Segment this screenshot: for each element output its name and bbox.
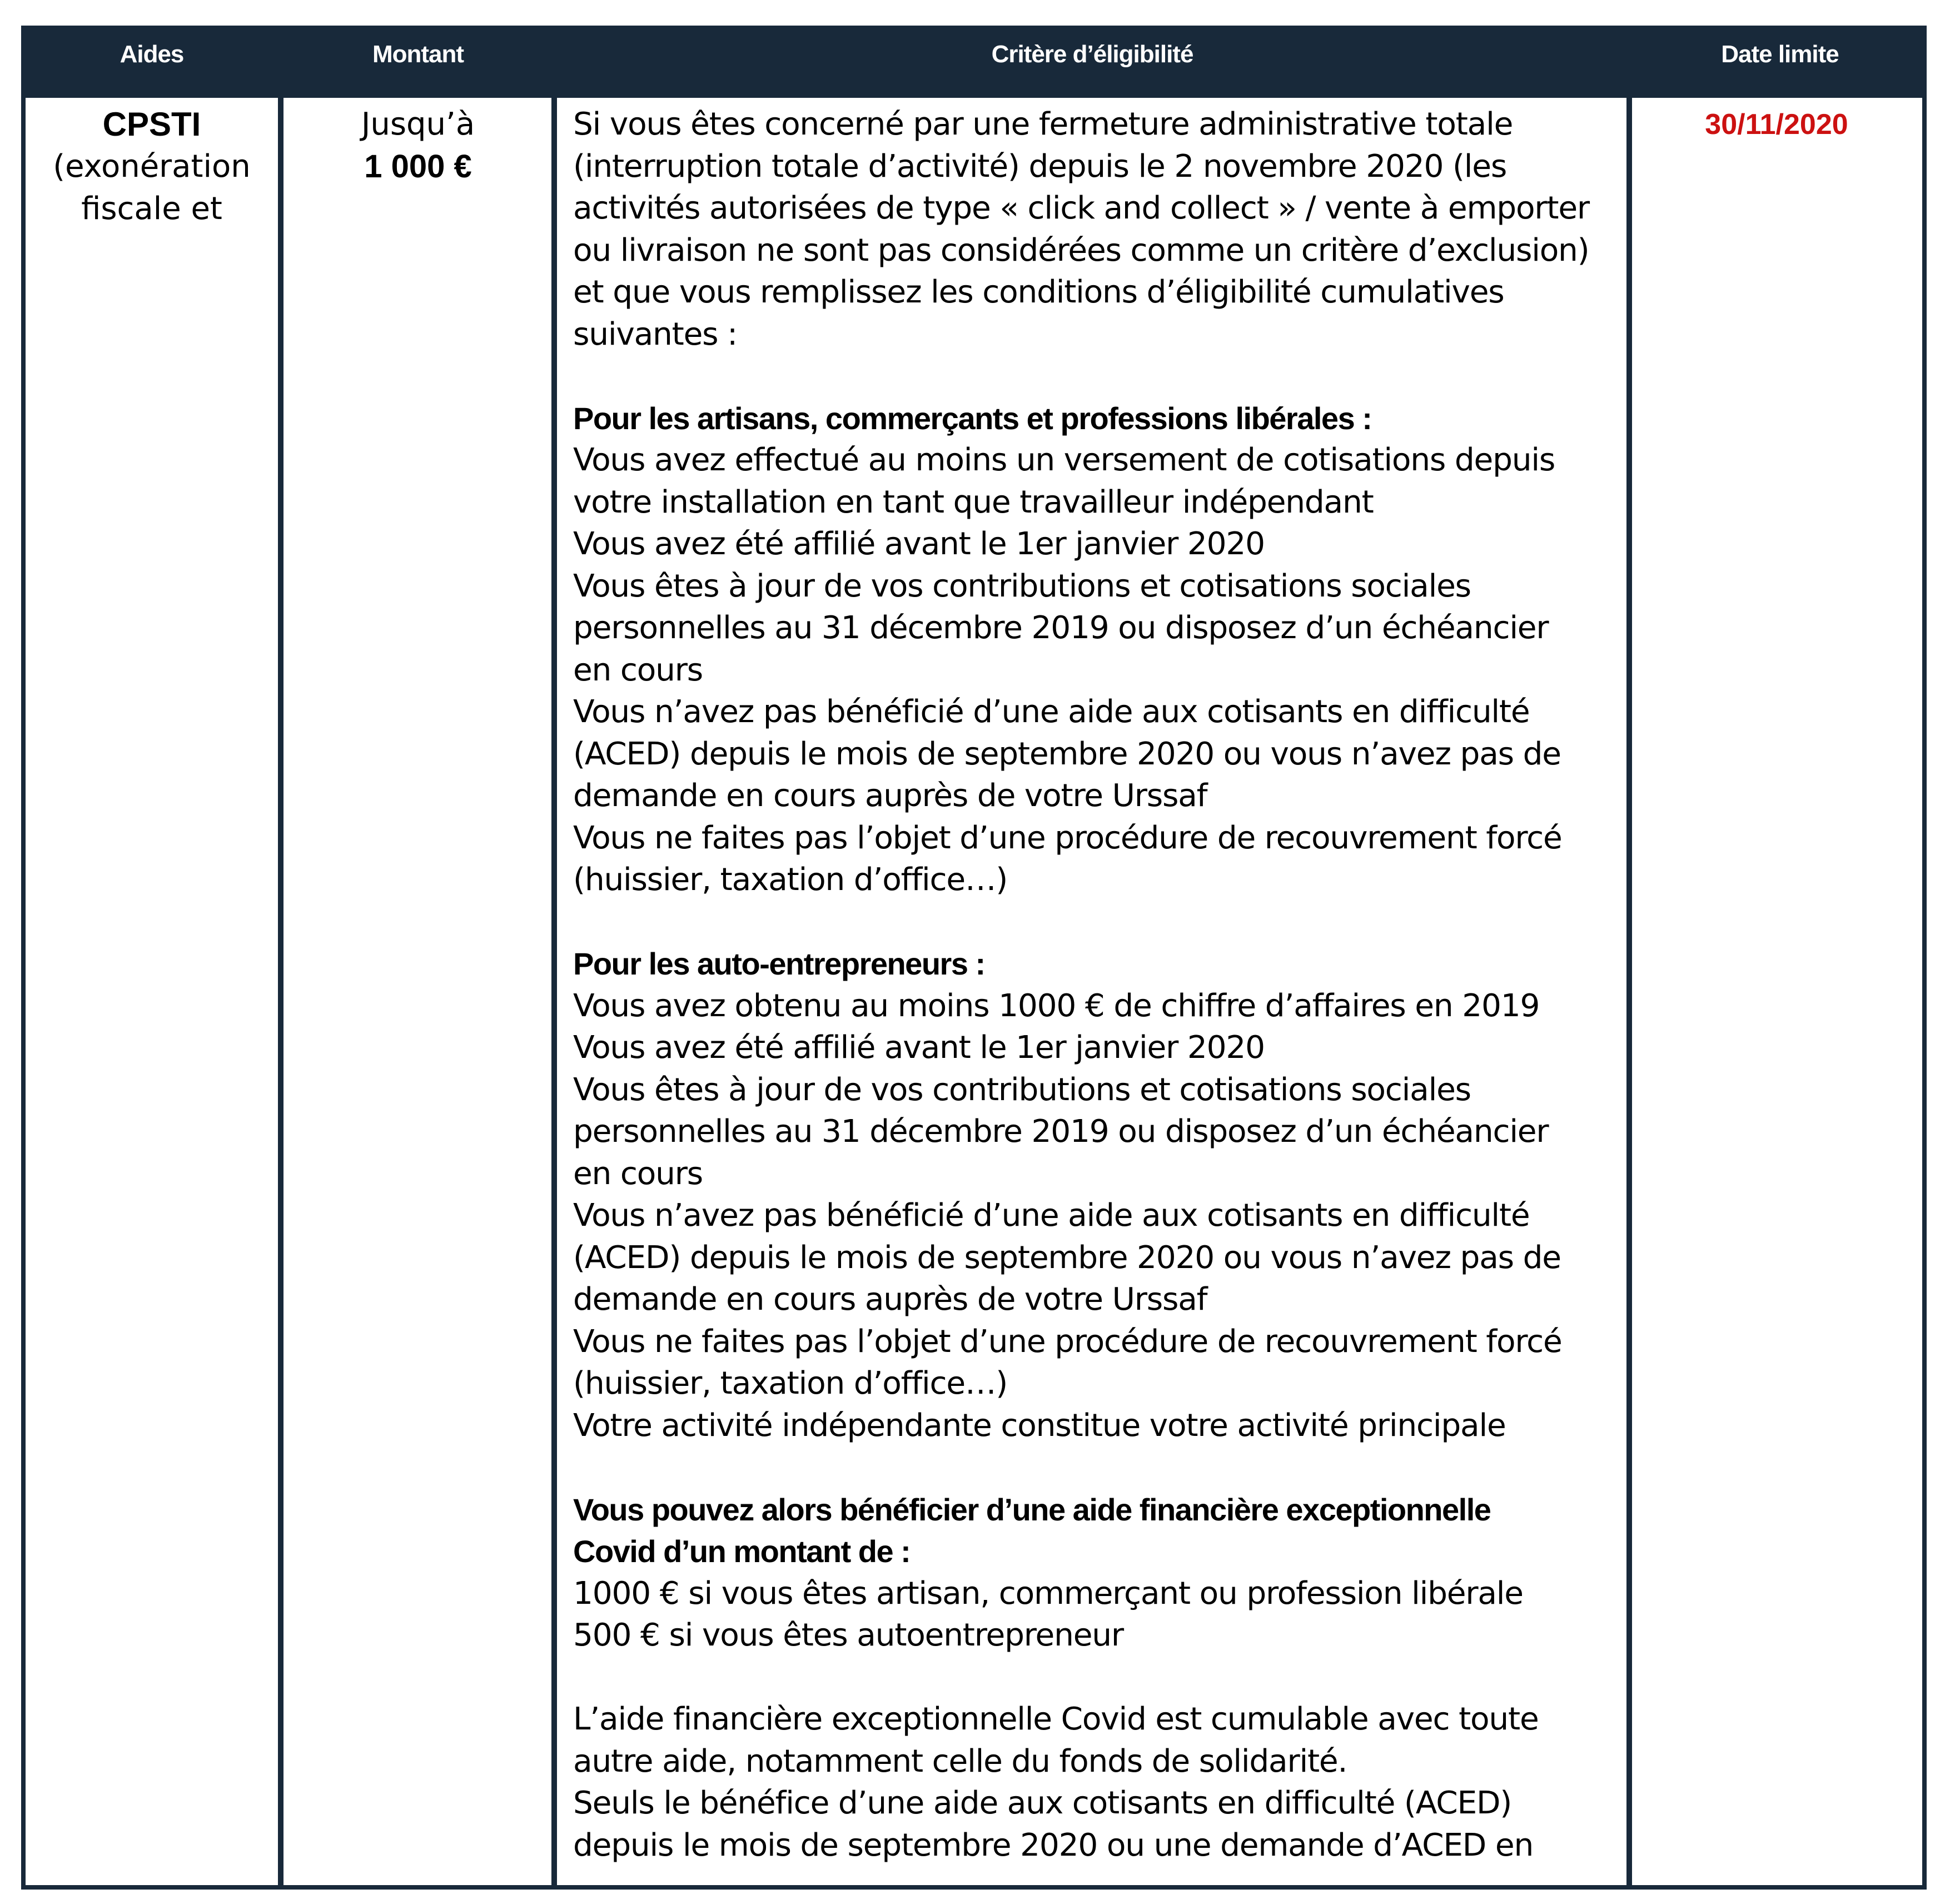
criteria-line: Vous n’avez pas bénéficié d’une aide aux cotisants en difficulté [573, 1197, 1530, 1234]
criteria-line: demande en cours auprès de votre Urssaf [573, 1281, 1207, 1318]
criteria-line: Seuls le bénéfice d’une aide aux cotisants en difficulté (ACED) [573, 1785, 1512, 1821]
cell-date-limite: 30/11/2020 [1705, 108, 1848, 141]
criteria-line: Vous n’avez pas bénéficié d’une aide aux cotisants en difficulté [573, 694, 1530, 730]
blank-line [573, 901, 1626, 943]
criteria-line: personnelles au 31 décembre 2019 ou disposez d’un échéancier [573, 610, 1549, 646]
amount-prefix: Jusqu’à [361, 106, 475, 142]
criteria-heading: Pour les auto-entrepreneurs : [573, 946, 985, 981]
cell-aides [26, 103, 278, 230]
criteria-line: Vous ne faites pas l’objet d’une procédure de recouvrement forcé [573, 1323, 1562, 1360]
criteria-line: depuis le mois de septembre 2020 ou une demande d’ACED en [573, 1827, 1534, 1863]
criteria-heading: Covid d’un montant de : [573, 1534, 911, 1569]
header-montant: Montant [372, 41, 464, 68]
criteria-line: activités autorisées de type « click and collect » / vente à emporter [573, 190, 1589, 226]
aid-description-line: fiscale et [81, 191, 222, 227]
aid-name: CPSTI [102, 106, 201, 143]
criteria-line: (ACED) depuis le mois de septembre 2020 ou vous n’avez pas de [573, 735, 1561, 772]
column-divider [278, 98, 283, 1885]
header-critere: Critère d’éligibilité [991, 41, 1193, 68]
criteria-line: (ACED) depuis le mois de septembre 2020 ou vous n’avez pas de [573, 1239, 1561, 1276]
criteria-line: 1000 € si vous êtes artisan, commerçant ou profession libérale [573, 1575, 1523, 1612]
criteria-line: Votre activité indépendante constitue votre activité principale [573, 1407, 1506, 1444]
criteria-line: et que vous remplissez les conditions d’éligibilité cumulatives [573, 274, 1504, 310]
criteria-line: Vous avez été affilié avant le 1er janvier 2020 [573, 526, 1265, 562]
criteria-line: en cours [573, 1155, 703, 1192]
criteria-line: L’aide financière exceptionnelle Covid est cumulable avec toute [573, 1701, 1539, 1737]
criteria-line: autre aide, notamment celle du fonds de solidarité. [573, 1743, 1347, 1779]
criteria-line: Vous êtes à jour de vos contributions et cotisations sociales [573, 1071, 1471, 1108]
criteria-line: Vous avez effectué au moins un versement de cotisations depuis [573, 442, 1555, 478]
table-header [26, 30, 1922, 98]
criteria-line: Vous avez été affilié avant le 1er janvier 2020 [573, 1030, 1265, 1066]
criteria-line: demande en cours auprès de votre Urssaf [573, 778, 1207, 814]
criteria-line: suivantes : [573, 316, 737, 352]
blank-line [573, 1657, 1626, 1699]
criteria-line: personnelles au 31 décembre 2019 ou disposez d’un échéancier [573, 1113, 1549, 1150]
cell-critere [573, 103, 1626, 1866]
criteria-line: (huissier, taxation d’office…) [573, 1365, 1008, 1401]
criteria-line: (interruption totale d’activité) depuis le 2 novembre 2020 (les [573, 148, 1507, 185]
criteria-line: (huissier, taxation d’office…) [573, 862, 1008, 898]
criteria-line: Vous avez obtenu au moins 1000 € de chiffre d’affaires en 2019 [573, 987, 1540, 1024]
aid-table [21, 26, 1927, 1890]
cell-montant [285, 103, 551, 188]
header-aides: Aides [120, 41, 184, 68]
header-date-limite: Date limite [1721, 41, 1839, 68]
criteria-line: en cours [573, 652, 703, 688]
criteria-line: Vous êtes à jour de vos contributions et cotisations sociales [573, 568, 1471, 604]
blank-line [573, 1446, 1626, 1489]
criteria-line: votre installation en tant que travailleur indépendant [573, 484, 1374, 520]
criteria-line: 500 € si vous êtes autoentrepreneur [573, 1617, 1123, 1653]
blank-line [573, 355, 1626, 397]
criteria-line: Vous ne faites pas l’objet d’une procédure de recouvrement forcé [573, 819, 1562, 856]
criteria-heading: Pour les artisans, commerçants et professions libérales : [573, 400, 1372, 436]
column-divider [1626, 98, 1632, 1885]
amount-value: 1 000 € [364, 148, 472, 185]
criteria-line: Si vous êtes concerné par une fermeture administrative totale [573, 106, 1513, 142]
criteria-line: ou livraison ne sont pas considérées comme un critère d’exclusion) [573, 232, 1589, 269]
aid-description-line: (exonération [53, 148, 251, 185]
criteria-heading: Vous pouvez alors bénéficier d’une aide financière exceptionnelle [573, 1492, 1491, 1527]
column-divider [551, 98, 557, 1885]
